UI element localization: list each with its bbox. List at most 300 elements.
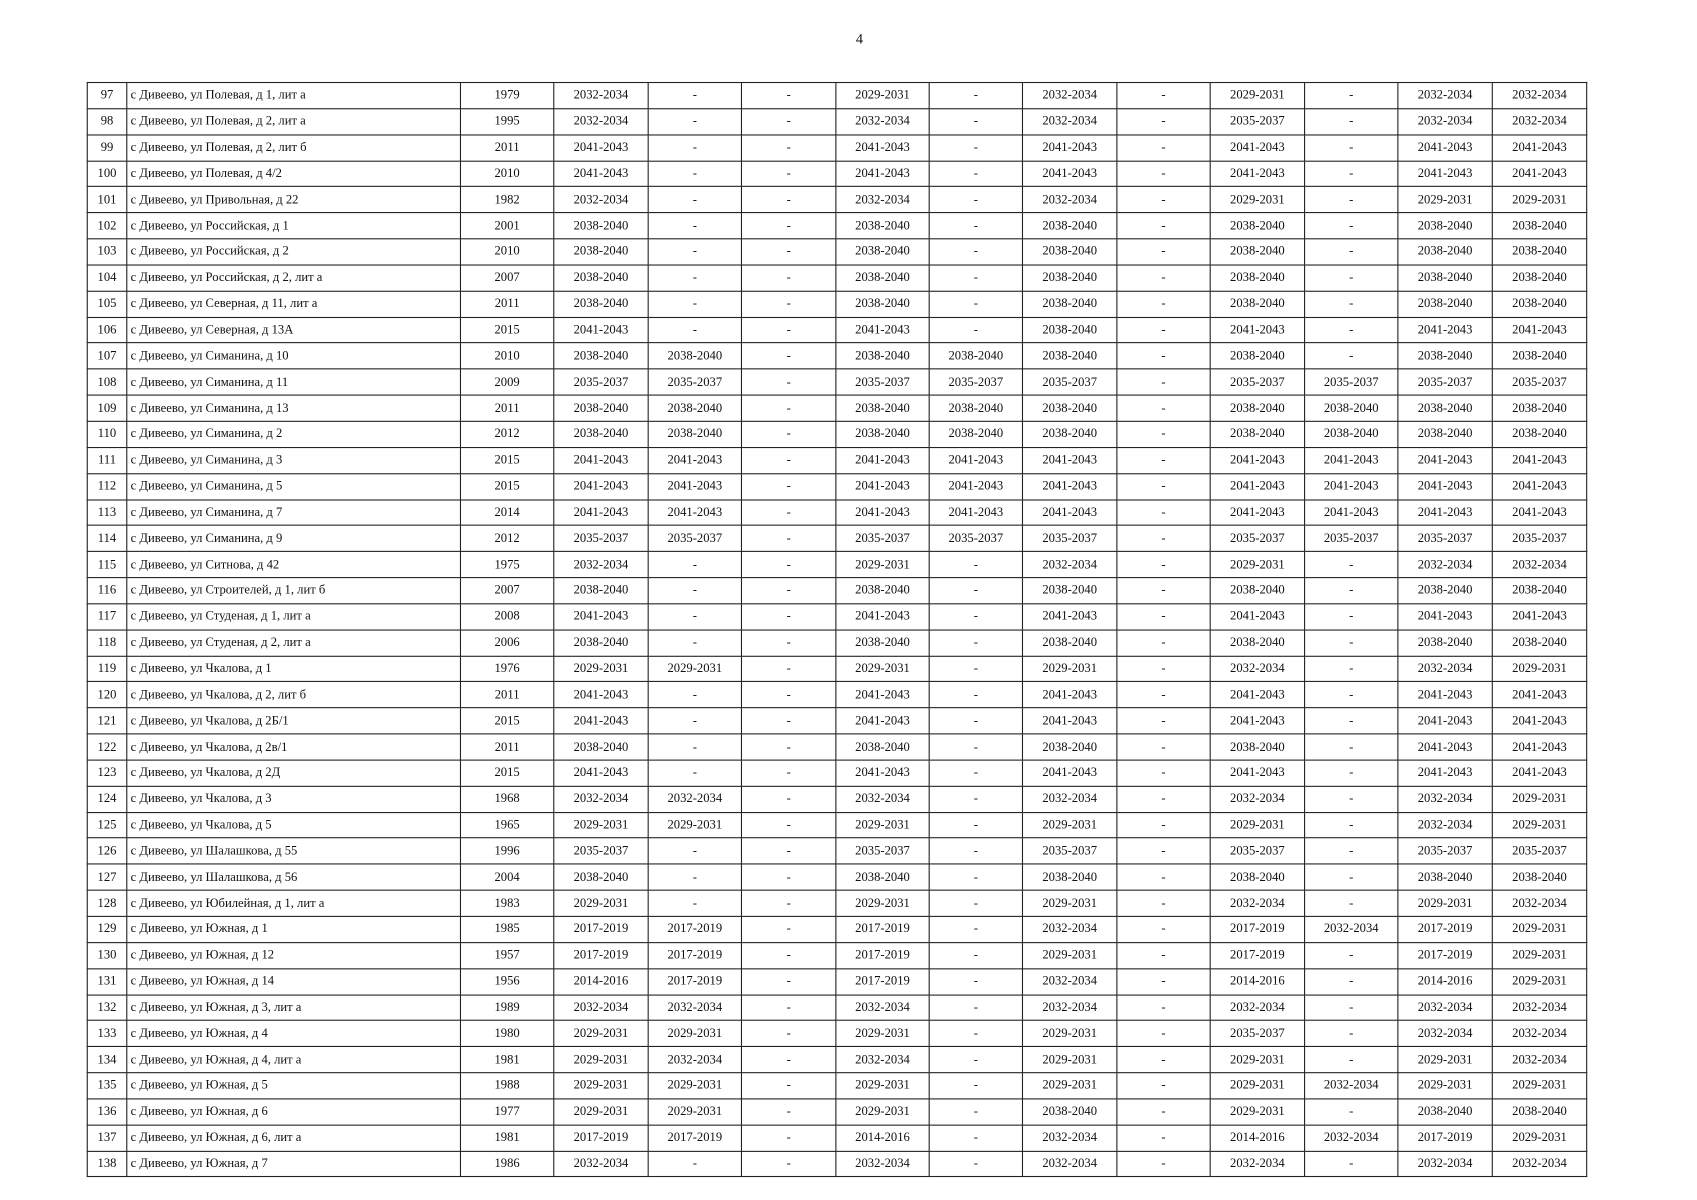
schedule-period-cell: 2029-2031 bbox=[1022, 942, 1116, 968]
schedule-period-cell: 2038-2040 bbox=[1210, 265, 1304, 291]
schedule-period-cell: 2038-2040 bbox=[1022, 864, 1116, 890]
table-row bbox=[87, 552, 1586, 578]
schedule-period-cell: 2038-2040 bbox=[1398, 1099, 1492, 1125]
schedule-period-cell: 2032-2034 bbox=[1210, 1151, 1304, 1177]
schedule-period-cell: 2029-2031 bbox=[1492, 969, 1586, 995]
build-year-cell: 2015 bbox=[460, 447, 553, 473]
schedule-period-cell: 2035-2037 bbox=[929, 369, 1022, 395]
schedule-period-cell: - bbox=[741, 995, 835, 1021]
schedule-period-cell: 2035-2037 bbox=[1210, 526, 1304, 552]
schedule-period-cell: - bbox=[648, 213, 741, 239]
schedule-period-cell: 2041-2043 bbox=[1492, 161, 1586, 187]
schedule-period-cell: - bbox=[1117, 239, 1210, 265]
table-row bbox=[87, 630, 1586, 656]
schedule-period-cell: - bbox=[1117, 135, 1210, 161]
schedule-period-cell: 2029-2031 bbox=[1492, 942, 1586, 968]
address-cell: с Дивеево, ул Симанина, д 2 bbox=[127, 421, 461, 447]
schedule-period-cell: 2041-2043 bbox=[836, 317, 929, 343]
schedule-period-cell: - bbox=[741, 83, 835, 109]
schedule-period-cell: 2032-2034 bbox=[836, 1047, 929, 1073]
build-year-cell: 2011 bbox=[460, 135, 553, 161]
table-body bbox=[87, 83, 1586, 1177]
schedule-period-cell: 2038-2040 bbox=[648, 395, 741, 421]
schedule-period-cell: 2038-2040 bbox=[1492, 343, 1586, 369]
schedule-period-cell: 2041-2043 bbox=[1210, 135, 1304, 161]
schedule-period-cell: - bbox=[1305, 317, 1398, 343]
schedule-period-cell: 2029-2031 bbox=[1210, 1047, 1304, 1073]
schedule-period-cell: 2032-2034 bbox=[836, 187, 929, 213]
row-number-cell: 127 bbox=[87, 864, 127, 890]
schedule-period-cell: 2029-2031 bbox=[1492, 916, 1586, 942]
schedule-period-cell: 2038-2040 bbox=[1398, 291, 1492, 317]
address-cell: с Дивеево, ул Полевая, д 4/2 bbox=[127, 161, 461, 187]
schedule-period-cell: 2035-2037 bbox=[1398, 526, 1492, 552]
schedule-period-cell: - bbox=[648, 890, 741, 916]
schedule-period-cell: 2029-2031 bbox=[648, 812, 741, 838]
schedule-period-cell: 2029-2031 bbox=[648, 1073, 741, 1099]
schedule-period-cell: 2017-2019 bbox=[554, 916, 648, 942]
schedule-period-cell: - bbox=[648, 109, 741, 135]
table-row bbox=[87, 656, 1586, 682]
table-row bbox=[87, 499, 1586, 525]
schedule-period-cell: 2041-2043 bbox=[554, 447, 648, 473]
schedule-period-cell: 2041-2043 bbox=[929, 473, 1022, 499]
schedule-period-cell: - bbox=[1117, 552, 1210, 578]
schedule-period-cell: 2032-2034 bbox=[1492, 1021, 1586, 1047]
schedule-period-cell: - bbox=[741, 239, 835, 265]
schedule-period-cell: - bbox=[1305, 1151, 1398, 1177]
schedule-period-cell: 2029-2031 bbox=[1022, 1047, 1116, 1073]
schedule-period-cell: 2032-2034 bbox=[1305, 916, 1398, 942]
schedule-period-cell: 2029-2031 bbox=[1022, 1073, 1116, 1099]
table-row bbox=[87, 421, 1586, 447]
schedule-period-cell: - bbox=[1305, 682, 1398, 708]
build-year-cell: 2015 bbox=[460, 473, 553, 499]
address-cell: с Дивеево, ул Симанина, д 13 bbox=[127, 395, 461, 421]
schedule-period-cell: 2038-2040 bbox=[1210, 734, 1304, 760]
schedule-period-cell: 2038-2040 bbox=[1022, 239, 1116, 265]
schedule-period-cell: 2032-2034 bbox=[1022, 552, 1116, 578]
schedule-period-cell: - bbox=[648, 161, 741, 187]
schedule-period-cell: 2038-2040 bbox=[1022, 343, 1116, 369]
schedule-period-cell: 2038-2040 bbox=[1492, 864, 1586, 890]
schedule-period-cell: 2014-2016 bbox=[1398, 969, 1492, 995]
schedule-period-cell: 2029-2031 bbox=[554, 890, 648, 916]
table-row bbox=[87, 916, 1586, 942]
schedule-period-cell: - bbox=[929, 969, 1022, 995]
schedule-period-cell: 2041-2043 bbox=[1022, 161, 1116, 187]
schedule-period-cell: 2038-2040 bbox=[1022, 317, 1116, 343]
build-year-cell: 1983 bbox=[460, 890, 553, 916]
schedule-period-cell: 2032-2034 bbox=[1492, 552, 1586, 578]
schedule-period-cell: - bbox=[648, 708, 741, 734]
schedule-period-cell: - bbox=[929, 812, 1022, 838]
schedule-period-cell: 2035-2037 bbox=[648, 369, 741, 395]
schedule-period-cell: 2032-2034 bbox=[1492, 83, 1586, 109]
address-cell: с Дивеево, ул Южная, д 12 bbox=[127, 942, 461, 968]
schedule-period-cell: 2032-2034 bbox=[1492, 109, 1586, 135]
schedule-period-cell: 2041-2043 bbox=[1492, 499, 1586, 525]
schedule-period-cell: - bbox=[1117, 83, 1210, 109]
row-number-cell: 122 bbox=[87, 734, 127, 760]
schedule-period-cell: - bbox=[1305, 838, 1398, 864]
schedule-period-cell: 2032-2034 bbox=[1492, 1047, 1586, 1073]
schedule-period-cell: 2035-2037 bbox=[1492, 369, 1586, 395]
schedule-period-cell: 2038-2040 bbox=[929, 343, 1022, 369]
build-year-cell: 2009 bbox=[460, 369, 553, 395]
schedule-period-cell: 2038-2040 bbox=[1492, 630, 1586, 656]
schedule-period-cell: 2038-2040 bbox=[836, 239, 929, 265]
address-cell: с Дивеево, ул Южная, д 3, лит а bbox=[127, 995, 461, 1021]
schedule-period-cell: - bbox=[1305, 578, 1398, 604]
address-cell: с Дивеево, ул Чкалова, д 2Б/1 bbox=[127, 708, 461, 734]
schedule-period-cell: - bbox=[1117, 786, 1210, 812]
schedule-period-cell: 2038-2040 bbox=[1022, 734, 1116, 760]
schedule-period-cell: 2038-2040 bbox=[648, 421, 741, 447]
schedule-period-cell: 2029-2031 bbox=[1492, 812, 1586, 838]
schedule-period-cell: 2035-2037 bbox=[648, 526, 741, 552]
address-cell: с Дивеево, ул Южная, д 4, лит а bbox=[127, 1047, 461, 1073]
schedule-period-cell: - bbox=[648, 630, 741, 656]
schedule-period-cell: - bbox=[929, 213, 1022, 239]
build-year-cell: 2011 bbox=[460, 682, 553, 708]
schedule-period-cell: 2017-2019 bbox=[1398, 1125, 1492, 1151]
schedule-period-cell: - bbox=[929, 604, 1022, 630]
repair-schedule-table bbox=[87, 82, 1588, 1178]
row-number-cell: 119 bbox=[87, 656, 127, 682]
row-number-cell: 132 bbox=[87, 995, 127, 1021]
schedule-period-cell: 2029-2031 bbox=[648, 1021, 741, 1047]
schedule-period-cell: 2041-2043 bbox=[1305, 473, 1398, 499]
schedule-period-cell: 2029-2031 bbox=[648, 1099, 741, 1125]
schedule-period-cell: - bbox=[1305, 708, 1398, 734]
build-year-cell: 1975 bbox=[460, 552, 553, 578]
schedule-period-cell: - bbox=[1117, 421, 1210, 447]
schedule-period-cell: - bbox=[741, 734, 835, 760]
build-year-cell: 1980 bbox=[460, 1021, 553, 1047]
schedule-period-cell: - bbox=[1117, 1151, 1210, 1177]
schedule-period-cell: - bbox=[1305, 995, 1398, 1021]
schedule-period-cell: 2032-2034 bbox=[1305, 1125, 1398, 1151]
schedule-period-cell: 2038-2040 bbox=[1492, 1099, 1586, 1125]
schedule-period-cell: 2029-2031 bbox=[554, 1047, 648, 1073]
schedule-period-cell: - bbox=[1305, 343, 1398, 369]
address-cell: с Дивеево, ул Чкалова, д 3 bbox=[127, 786, 461, 812]
schedule-period-cell: 2041-2043 bbox=[929, 447, 1022, 473]
build-year-cell: 1995 bbox=[460, 109, 553, 135]
schedule-period-cell: 2038-2040 bbox=[1492, 578, 1586, 604]
schedule-period-cell: 2041-2043 bbox=[648, 473, 741, 499]
build-year-cell: 2001 bbox=[460, 213, 553, 239]
schedule-period-cell: - bbox=[929, 1073, 1022, 1099]
schedule-period-cell: 2038-2040 bbox=[554, 213, 648, 239]
schedule-period-cell: 2032-2034 bbox=[1398, 1021, 1492, 1047]
schedule-period-cell: 2032-2034 bbox=[648, 1047, 741, 1073]
row-number-cell: 121 bbox=[87, 708, 127, 734]
schedule-period-cell: 2041-2043 bbox=[836, 161, 929, 187]
schedule-period-cell: 2035-2037 bbox=[554, 838, 648, 864]
schedule-period-cell: - bbox=[929, 1099, 1022, 1125]
schedule-period-cell: 2038-2040 bbox=[836, 630, 929, 656]
build-year-cell: 2010 bbox=[460, 239, 553, 265]
table-row bbox=[87, 317, 1586, 343]
schedule-period-cell: - bbox=[741, 109, 835, 135]
schedule-period-cell: - bbox=[648, 187, 741, 213]
schedule-period-cell: - bbox=[929, 734, 1022, 760]
schedule-period-cell: 2038-2040 bbox=[1398, 578, 1492, 604]
schedule-period-cell: 2038-2040 bbox=[554, 630, 648, 656]
schedule-period-cell: 2017-2019 bbox=[648, 1125, 741, 1151]
schedule-period-cell: 2041-2043 bbox=[1210, 473, 1304, 499]
address-cell: с Дивеево, ул Симанина, д 5 bbox=[127, 473, 461, 499]
address-cell: с Дивеево, ул Южная, д 14 bbox=[127, 969, 461, 995]
schedule-period-cell: 2038-2040 bbox=[1210, 395, 1304, 421]
schedule-period-cell: - bbox=[741, 838, 835, 864]
table-row bbox=[87, 395, 1586, 421]
schedule-period-cell: 2032-2034 bbox=[554, 1151, 648, 1177]
schedule-period-cell: - bbox=[1117, 890, 1210, 916]
schedule-period-cell: - bbox=[648, 1151, 741, 1177]
schedule-period-cell: - bbox=[1305, 213, 1398, 239]
address-cell: с Дивеево, ул Российская, д 1 bbox=[127, 213, 461, 239]
schedule-period-cell: - bbox=[648, 838, 741, 864]
schedule-period-cell: 2035-2037 bbox=[1305, 369, 1398, 395]
schedule-period-cell: - bbox=[648, 864, 741, 890]
schedule-period-cell: 2032-2034 bbox=[1398, 83, 1492, 109]
schedule-period-cell: 2041-2043 bbox=[1492, 447, 1586, 473]
row-number-cell: 102 bbox=[87, 213, 127, 239]
schedule-period-cell: - bbox=[929, 1151, 1022, 1177]
row-number-cell: 130 bbox=[87, 942, 127, 968]
address-cell: с Дивеево, ул Привольная, д 22 bbox=[127, 187, 461, 213]
schedule-period-cell: 2035-2037 bbox=[836, 526, 929, 552]
schedule-period-cell: - bbox=[1305, 969, 1398, 995]
schedule-period-cell: - bbox=[741, 265, 835, 291]
schedule-period-cell: 2038-2040 bbox=[1022, 630, 1116, 656]
row-number-cell: 124 bbox=[87, 786, 127, 812]
schedule-period-cell: 2038-2040 bbox=[554, 864, 648, 890]
address-cell: с Дивеево, ул Студеная, д 1, лит а bbox=[127, 604, 461, 630]
schedule-period-cell: - bbox=[1305, 135, 1398, 161]
schedule-period-cell: - bbox=[1117, 734, 1210, 760]
schedule-period-cell: 2035-2037 bbox=[836, 369, 929, 395]
schedule-period-cell: 2029-2031 bbox=[1210, 552, 1304, 578]
schedule-period-cell: 2032-2034 bbox=[1398, 786, 1492, 812]
schedule-period-cell: - bbox=[1117, 995, 1210, 1021]
schedule-period-cell: 2041-2043 bbox=[1492, 317, 1586, 343]
schedule-period-cell: - bbox=[1117, 1021, 1210, 1047]
table-row bbox=[87, 447, 1586, 473]
schedule-period-cell: 2014-2016 bbox=[836, 1125, 929, 1151]
schedule-period-cell: 2038-2040 bbox=[1022, 265, 1116, 291]
schedule-period-cell: 2038-2040 bbox=[1210, 421, 1304, 447]
table-row bbox=[87, 604, 1586, 630]
schedule-period-cell: - bbox=[1117, 369, 1210, 395]
schedule-period-cell: 2038-2040 bbox=[1492, 395, 1586, 421]
schedule-period-cell: 2032-2034 bbox=[554, 552, 648, 578]
address-cell: с Дивеево, ул Чкалова, д 2Д bbox=[127, 760, 461, 786]
address-cell: с Дивеево, ул Южная, д 7 bbox=[127, 1151, 461, 1177]
schedule-period-cell: 2041-2043 bbox=[1398, 760, 1492, 786]
address-cell: с Дивеево, ул Южная, д 4 bbox=[127, 1021, 461, 1047]
schedule-period-cell: 2017-2019 bbox=[1210, 942, 1304, 968]
schedule-period-cell: 2017-2019 bbox=[648, 969, 741, 995]
schedule-period-cell: - bbox=[648, 291, 741, 317]
schedule-period-cell: 2041-2043 bbox=[554, 135, 648, 161]
schedule-period-cell: 2035-2037 bbox=[554, 369, 648, 395]
schedule-period-cell: 2038-2040 bbox=[1022, 213, 1116, 239]
row-number-cell: 114 bbox=[87, 526, 127, 552]
schedule-period-cell: 2038-2040 bbox=[554, 343, 648, 369]
schedule-period-cell: - bbox=[1305, 786, 1398, 812]
schedule-period-cell: 2029-2031 bbox=[1210, 1073, 1304, 1099]
schedule-period-cell: 2029-2031 bbox=[1492, 1125, 1586, 1151]
schedule-period-cell: - bbox=[741, 343, 835, 369]
schedule-period-cell: - bbox=[741, 578, 835, 604]
row-number-cell: 106 bbox=[87, 317, 127, 343]
address-cell: с Дивеево, ул Российская, д 2 bbox=[127, 239, 461, 265]
schedule-period-cell: 2041-2043 bbox=[1210, 447, 1304, 473]
schedule-period-cell: 2038-2040 bbox=[1022, 421, 1116, 447]
table-row bbox=[87, 1021, 1586, 1047]
schedule-period-cell: - bbox=[1117, 942, 1210, 968]
schedule-period-cell: 2041-2043 bbox=[836, 682, 929, 708]
schedule-period-cell: 2029-2031 bbox=[836, 656, 929, 682]
table-row bbox=[87, 969, 1586, 995]
schedule-period-cell: 2029-2031 bbox=[836, 552, 929, 578]
table-row bbox=[87, 161, 1586, 187]
build-year-cell: 1976 bbox=[460, 656, 553, 682]
row-number-cell: 138 bbox=[87, 1151, 127, 1177]
schedule-period-cell: 2041-2043 bbox=[836, 447, 929, 473]
schedule-period-cell: - bbox=[741, 604, 835, 630]
schedule-period-cell: - bbox=[1117, 395, 1210, 421]
schedule-period-cell: 2041-2043 bbox=[1492, 473, 1586, 499]
schedule-period-cell: 2041-2043 bbox=[1022, 135, 1116, 161]
row-number-cell: 97 bbox=[87, 83, 127, 109]
schedule-period-cell: 2029-2031 bbox=[1022, 656, 1116, 682]
schedule-period-cell: - bbox=[1117, 682, 1210, 708]
schedule-period-cell: - bbox=[741, 552, 835, 578]
schedule-period-cell: - bbox=[741, 161, 835, 187]
table-row bbox=[87, 734, 1586, 760]
schedule-period-cell: 2035-2037 bbox=[1022, 526, 1116, 552]
schedule-period-cell: - bbox=[1117, 916, 1210, 942]
address-cell: с Дивеево, ул Симанина, д 11 bbox=[127, 369, 461, 395]
table-row bbox=[87, 213, 1586, 239]
schedule-period-cell: 2017-2019 bbox=[648, 942, 741, 968]
schedule-period-cell: 2041-2043 bbox=[648, 499, 741, 525]
schedule-period-cell: 2041-2043 bbox=[1398, 317, 1492, 343]
schedule-period-cell: - bbox=[929, 760, 1022, 786]
address-cell: с Дивеево, ул Южная, д 1 bbox=[127, 916, 461, 942]
schedule-period-cell: - bbox=[1117, 656, 1210, 682]
schedule-period-cell: - bbox=[741, 1099, 835, 1125]
schedule-period-cell: - bbox=[929, 890, 1022, 916]
schedule-period-cell: 2038-2040 bbox=[1022, 1099, 1116, 1125]
schedule-period-cell: - bbox=[1117, 578, 1210, 604]
schedule-period-cell: - bbox=[1305, 1021, 1398, 1047]
schedule-period-cell: - bbox=[1117, 213, 1210, 239]
schedule-period-cell: 2032-2034 bbox=[1022, 1151, 1116, 1177]
schedule-period-cell: 2038-2040 bbox=[1210, 630, 1304, 656]
build-year-cell: 2007 bbox=[460, 265, 553, 291]
schedule-period-cell: - bbox=[741, 942, 835, 968]
schedule-period-cell: - bbox=[929, 864, 1022, 890]
schedule-period-cell: - bbox=[929, 916, 1022, 942]
schedule-period-cell: 2041-2043 bbox=[1210, 708, 1304, 734]
schedule-period-cell: 2038-2040 bbox=[1210, 578, 1304, 604]
build-year-cell: 2014 bbox=[460, 499, 553, 525]
schedule-period-cell: 2038-2040 bbox=[554, 421, 648, 447]
schedule-period-cell: 2029-2031 bbox=[836, 1099, 929, 1125]
schedule-period-cell: - bbox=[929, 995, 1022, 1021]
schedule-period-cell: - bbox=[741, 395, 835, 421]
schedule-period-cell: 2029-2031 bbox=[836, 1021, 929, 1047]
schedule-period-cell: 2041-2043 bbox=[554, 161, 648, 187]
schedule-period-cell: - bbox=[648, 83, 741, 109]
address-cell: с Дивеево, ул Симанина, д 10 bbox=[127, 343, 461, 369]
schedule-period-cell: 2038-2040 bbox=[836, 343, 929, 369]
schedule-period-cell: 2029-2031 bbox=[1398, 890, 1492, 916]
schedule-period-cell: 2032-2034 bbox=[1398, 995, 1492, 1021]
build-year-cell: 1996 bbox=[460, 838, 553, 864]
schedule-period-cell: 2041-2043 bbox=[1398, 604, 1492, 630]
schedule-period-cell: 2032-2034 bbox=[1210, 786, 1304, 812]
address-cell: с Дивеево, ул Российская, д 2, лит а bbox=[127, 265, 461, 291]
address-cell: с Дивеево, ул Симанина, д 7 bbox=[127, 499, 461, 525]
schedule-period-cell: - bbox=[1305, 187, 1398, 213]
schedule-period-cell: - bbox=[648, 265, 741, 291]
schedule-period-cell: 2041-2043 bbox=[1305, 499, 1398, 525]
schedule-period-cell: - bbox=[1117, 265, 1210, 291]
schedule-period-cell: - bbox=[1117, 1073, 1210, 1099]
schedule-period-cell: 2029-2031 bbox=[1492, 786, 1586, 812]
address-cell: с Дивеево, ул Чкалова, д 2, лит б bbox=[127, 682, 461, 708]
address-cell: с Дивеево, ул Симанина, д 9 bbox=[127, 526, 461, 552]
schedule-period-cell: 2038-2040 bbox=[929, 421, 1022, 447]
schedule-period-cell: 2038-2040 bbox=[836, 291, 929, 317]
build-year-cell: 1979 bbox=[460, 83, 553, 109]
row-number-cell: 120 bbox=[87, 682, 127, 708]
build-year-cell: 1977 bbox=[460, 1099, 553, 1125]
schedule-period-cell: 2041-2043 bbox=[554, 682, 648, 708]
schedule-period-cell: 2038-2040 bbox=[1022, 395, 1116, 421]
schedule-period-cell: 2041-2043 bbox=[1398, 682, 1492, 708]
schedule-period-cell: - bbox=[741, 630, 835, 656]
schedule-period-cell: - bbox=[929, 161, 1022, 187]
schedule-period-cell: - bbox=[1117, 473, 1210, 499]
schedule-period-cell: - bbox=[648, 578, 741, 604]
schedule-period-cell: 2035-2037 bbox=[929, 526, 1022, 552]
table-row bbox=[87, 995, 1586, 1021]
build-year-cell: 2011 bbox=[460, 291, 553, 317]
build-year-cell: 1982 bbox=[460, 187, 553, 213]
schedule-period-cell: 2035-2037 bbox=[1305, 526, 1398, 552]
row-number-cell: 116 bbox=[87, 578, 127, 604]
schedule-period-cell: - bbox=[1117, 499, 1210, 525]
row-number-cell: 133 bbox=[87, 1021, 127, 1047]
schedule-period-cell: 2032-2034 bbox=[1492, 995, 1586, 1021]
schedule-period-cell: 2029-2031 bbox=[1210, 83, 1304, 109]
schedule-period-cell: - bbox=[1117, 1047, 1210, 1073]
table-row bbox=[87, 708, 1586, 734]
build-year-cell: 1986 bbox=[460, 1151, 553, 1177]
schedule-period-cell: 2041-2043 bbox=[1022, 473, 1116, 499]
schedule-period-cell: - bbox=[741, 447, 835, 473]
schedule-period-cell: 2032-2034 bbox=[836, 1151, 929, 1177]
schedule-period-cell: - bbox=[929, 317, 1022, 343]
